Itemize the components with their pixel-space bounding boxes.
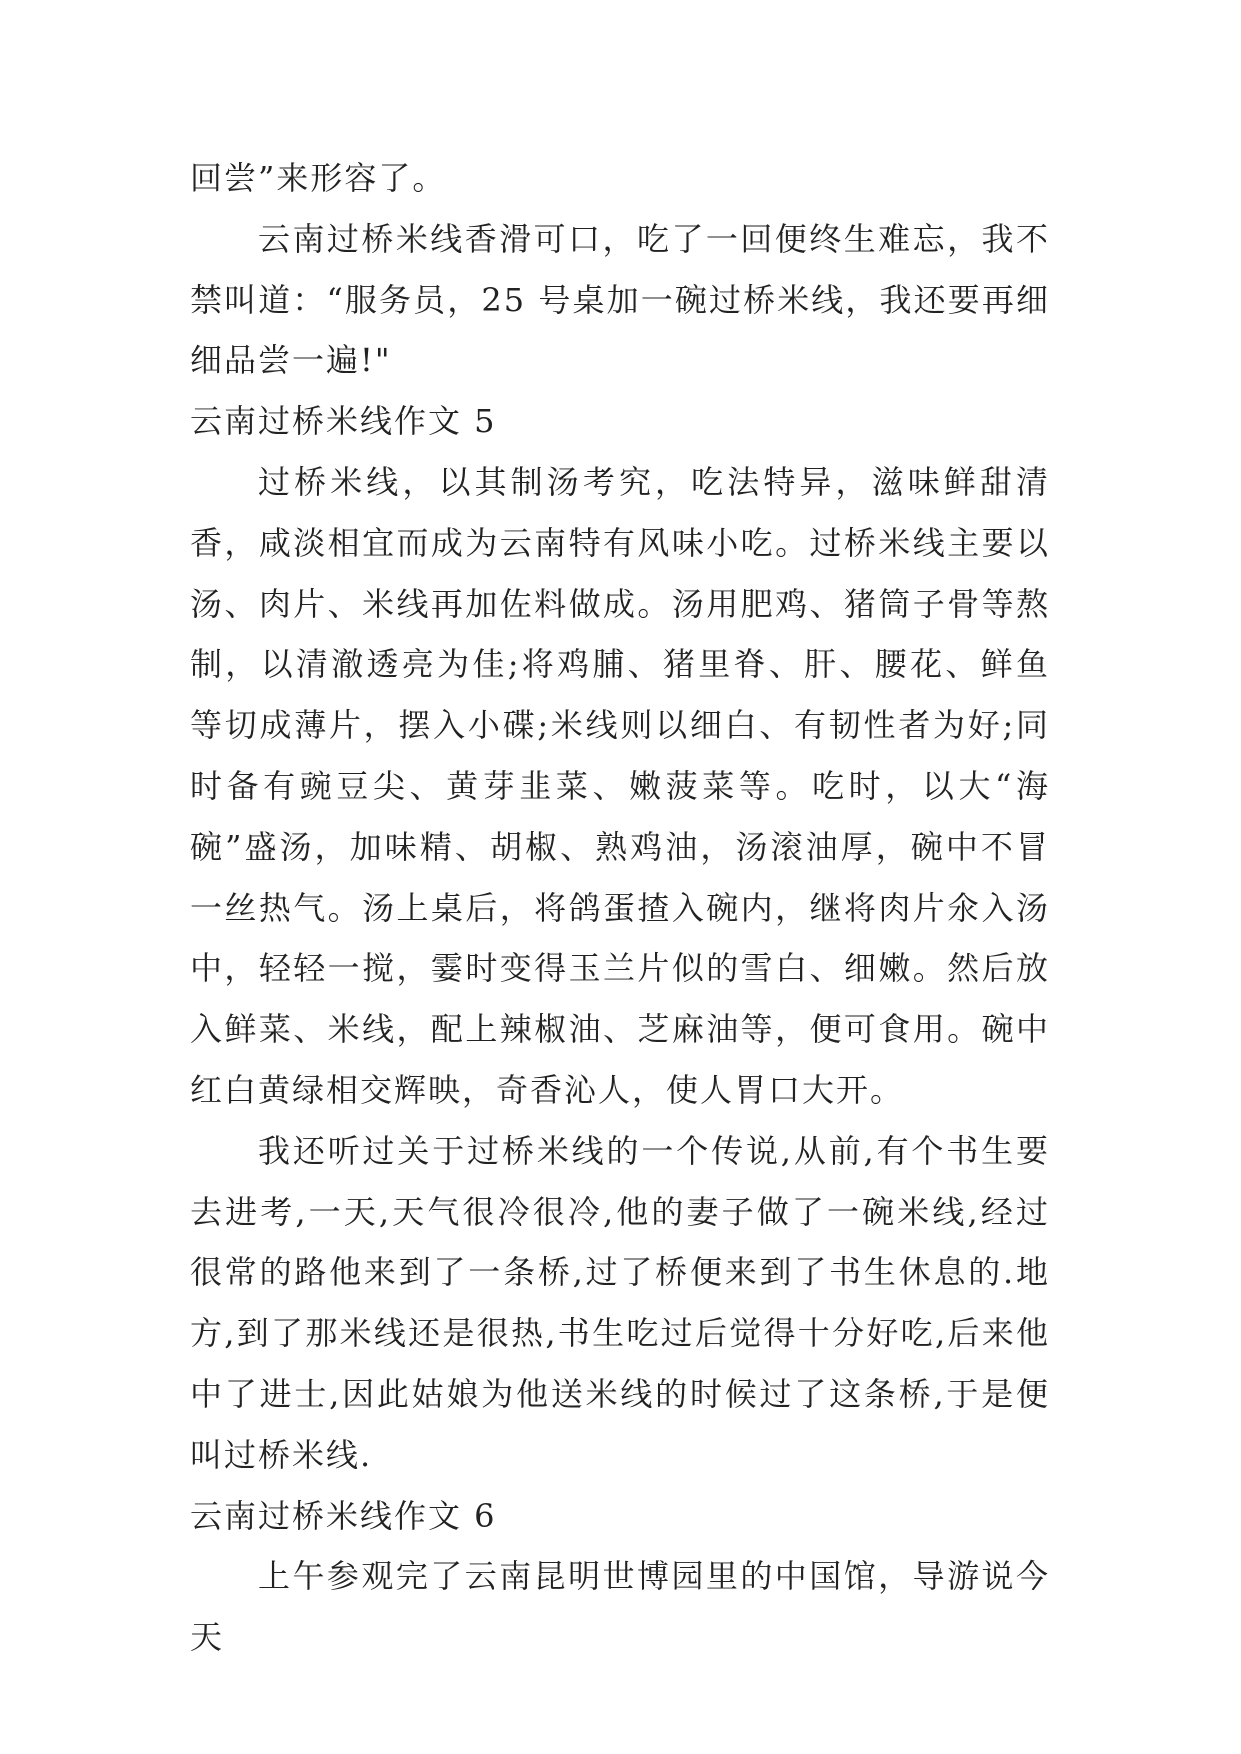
paragraph-waiter-call: 云南过桥米线香滑可口，吃了一回便终生难忘，我不禁叫道：“服务员，25 号桌加一碗过桥米线，我还要再细细品尝一遍!"	[190, 219, 1050, 380]
paragraph-noodle-description: 过桥米线，以其制汤考究，吃法特异，滋味鲜甜清香，咸淡相宜而成为云南特有风味小吃。过桥米线主要以汤、肉片、米线再加佐料做成。汤用肥鸡、猪筒子骨等熬制，以清澈透亮为佳;将鸡脯、猪里脊、肝、腰花、鲜鱼等切成薄片，摆入小碟;米线则以细白、有韧性者为好;同时备有豌豆尖、黄芽韭菜、嫩菠菜等。吃时，以大“海碗”盛汤，加味精、胡椒、熟鸡油，汤滚油厚，碗中不冒一丝热气。汤上桌后，将鸽蛋揸入碗内，继将肉片氽入汤中，轻轻一搅，霎时变得玉兰片似的雪白、细嫩。然后放入鲜菜、米线，配上辣椒油、芝麻油等，便可食用。碗中红白黄绿相交辉映，奇香沁人，使人胃口大开。	[190, 462, 1050, 1109]
essay-heading-6: 云南过桥米线作文 6	[190, 1496, 497, 1535]
document-body	[190, 148, 1050, 1668]
paragraph-expo-visit: 上午参观完了云南昆明世博园里的中国馆，导游说今天	[190, 1557, 1050, 1657]
essay-heading-5: 云南过桥米线作文 5	[190, 402, 497, 441]
paragraph-legend: 我还听过关于过桥米线的一个传说,从前,有个书生要去进考,一天,天气很冷很冷,他的妻子做了一碗米线,经过很常的路他来到了一条桥,过了桥便来到了书生休息的.地方,到了那米线还是很热,书生吃过后觉得十分好吃,后来他中了进士,因此姑娘为他送米线的时候过了这条桥,于是便叫过桥米线.	[190, 1131, 1050, 1474]
paragraph-continuation: 回尝”来形容了。	[190, 159, 447, 197]
